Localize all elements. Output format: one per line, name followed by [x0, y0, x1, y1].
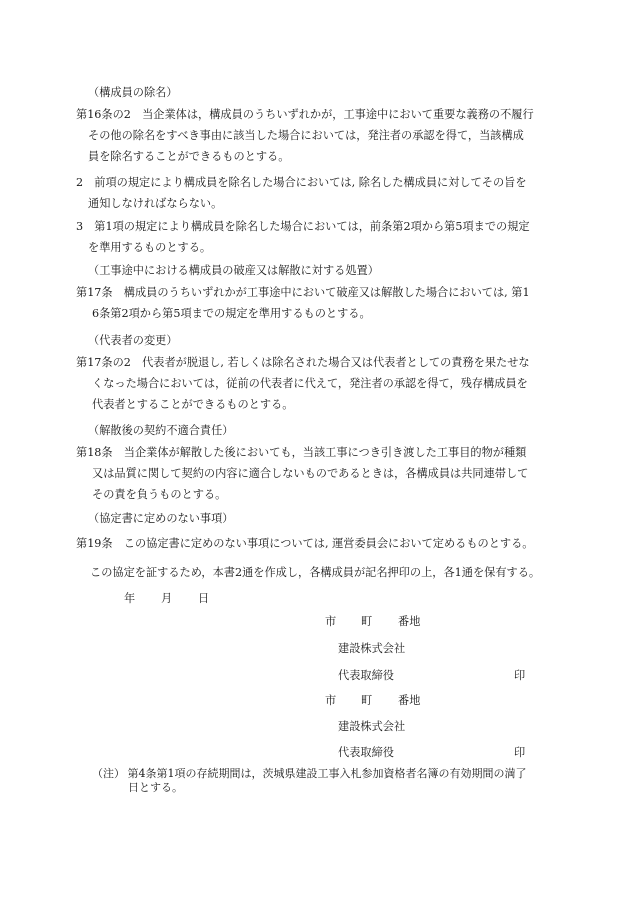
text-line: 第17条 構成員のうちいずれかが工事途中において破産又は解散した場合においては, 第1 [76, 286, 530, 299]
article-17-2 [76, 352, 560, 415]
date-day: 日 [198, 592, 210, 605]
signatory-1-banchi: 番地 [398, 615, 421, 628]
signatory-2-banchi: 番地 [398, 694, 421, 707]
closing-statement [90, 562, 574, 583]
text-line: 第17条の2 代表者が脱退し, 若しくは除名された場合又は代表者としての責務を果たせな [76, 356, 530, 369]
article-16-2-para-2 [76, 172, 560, 214]
signatory-1-company: 建設株式会社 [338, 642, 406, 655]
text-line: 又は品質に関して契約の内容に適合しないものであるときは，各構成員は共同連帯して [92, 467, 529, 480]
text-line: 通知しなければならない。 [88, 197, 223, 210]
text-line: 第18条 当企業体が解散した後においても，当該工事につき引き渡した工事目的物が種類 [76, 446, 527, 459]
section-heading-bankruptcy: （工事途中における構成員の破産又は解散に対する処置） [88, 264, 379, 277]
signatory-2-company: 建設株式会社 [338, 720, 406, 733]
signatory-2-seal: 印 [514, 746, 526, 759]
text-line: その責を負うものとする。 [92, 488, 227, 501]
text-line: 2 前項の規定により構成員を除名した場合においては, 除名した構成員に対してその旨を [76, 176, 527, 189]
signatory-2-city: 市 [325, 694, 337, 707]
text-line: 第16条の2 当企業体は，構成員のうちいずれかが，工事途中において重要な義務の不履行 [76, 108, 534, 121]
article-18 [76, 442, 560, 505]
signatory-1-town: 町 [361, 615, 373, 628]
signatory-1-seal: 印 [514, 669, 526, 682]
footnote-line: 第4条第1項の存続期間は，茨城県建設工事入札参加資格者名簿の有効期間の満了 [127, 767, 527, 780]
text-line: 員を除名することができるものとする。 [88, 150, 290, 163]
section-heading-representative-change: （代表者の変更） [88, 334, 178, 347]
signatory-2-title: 代表取締役 [338, 746, 394, 759]
article-16-2-para-3 [76, 216, 560, 258]
signatory-1-city: 市 [325, 615, 337, 628]
text-line: その他の除名をすべき事由に該当した場合においては，発注者の承認を得て，当該構成 [88, 129, 524, 142]
footnote [92, 767, 562, 795]
text-line: この協定を証するため，本書2通を作成し，各構成員が記名押印の上，各1通を保有する。 [90, 566, 541, 579]
section-heading-undefined-matters: （協定書に定めのない事項） [88, 512, 234, 525]
text-line: 6条第2項から第5項までの規定を準用するものとする。 [92, 307, 371, 320]
section-heading-expulsion: （構成員の除名） [88, 86, 178, 99]
text-line: 第19条 この協定書に定めのない事項については, 運営委員会において定めるものとする。 [76, 537, 534, 550]
article-16-2 [76, 104, 560, 167]
text-line: 3 第1項の規定により構成員を除名した場合においては，前条第2項から第5項までの規定 [76, 220, 530, 233]
text-line: 代表者とすることができるものとする。 [92, 398, 294, 411]
date-month: 月 [161, 592, 173, 605]
signatory-2-town: 町 [361, 694, 373, 707]
text-line: を準用するものとする。 [88, 241, 212, 254]
article-19 [76, 533, 560, 554]
signatory-1-title: 代表取締役 [338, 669, 394, 682]
section-heading-liability: （解散後の契約不適合責任） [88, 424, 234, 437]
date-year: 年 [124, 592, 136, 605]
text-line: くなった場合においては，従前の代表者に代えて，発注者の承認を得て，残存構成員を [92, 377, 528, 390]
footnote-label: （注） [92, 767, 125, 780]
footnote-line: 日とする。 [128, 781, 183, 794]
article-17 [76, 282, 560, 324]
